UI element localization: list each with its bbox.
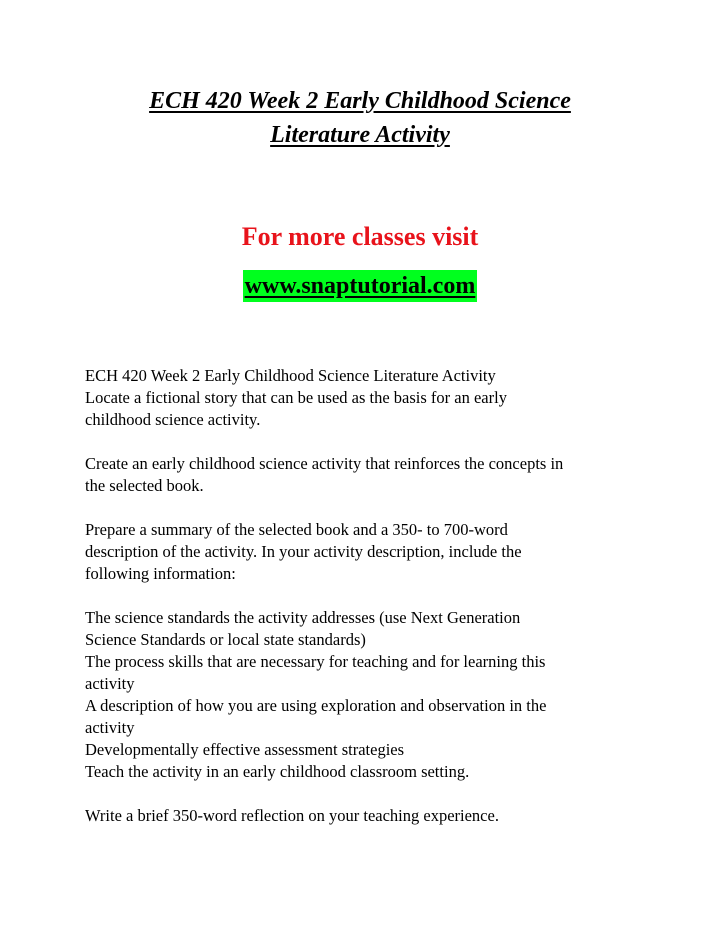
body-line: childhood science activity.	[85, 410, 261, 429]
body-line: Developmentally effective assessment strategies	[85, 740, 405, 759]
promo-text: For more classes visit	[241, 222, 479, 251]
body-line: description of the activity. In your activity description, include the	[85, 542, 522, 561]
body-line: following information:	[85, 564, 236, 583]
body-line: Science Standards or local state standards)	[85, 630, 366, 649]
body-line: Write a brief 350-word reflection on your teaching experience.	[85, 806, 499, 825]
title-line-1: ECH 420 Week 2 Early Childhood Science	[149, 88, 571, 114]
body-line: Create an early childhood science activity that reinforces the concepts in	[85, 454, 564, 473]
link-container	[60, 270, 660, 302]
body-line: The science standards the activity addresses (use Next Generation	[85, 608, 521, 627]
paragraph-reflection	[85, 805, 655, 827]
website-link[interactable]: www.snaptutorial.com	[243, 270, 478, 302]
document-title	[60, 84, 660, 152]
body-line: ECH 420 Week 2 Early Childhood Science Literature Activity	[85, 366, 496, 385]
body-line: activity	[85, 718, 135, 737]
body-line: Prepare a summary of the selected book and a 350- to 700-word	[85, 520, 508, 539]
body-line: the selected book.	[85, 476, 204, 495]
document-body	[85, 365, 655, 827]
body-line: activity	[85, 674, 135, 693]
paragraph-create-activity	[85, 453, 655, 497]
paragraph-summary	[85, 519, 655, 585]
body-line: A description of how you are using exploration and observation in the	[85, 696, 547, 715]
title-line-2: Literature Activity	[270, 122, 450, 148]
body-line: The process skills that are necessary for teaching and for learning this	[85, 652, 546, 671]
paragraph-intro	[85, 365, 655, 431]
body-line: Teach the activity in an early childhood classroom setting.	[85, 762, 470, 781]
body-line: Locate a fictional story that can be used as the basis for an early	[85, 388, 507, 407]
paragraph-requirements	[85, 607, 655, 783]
